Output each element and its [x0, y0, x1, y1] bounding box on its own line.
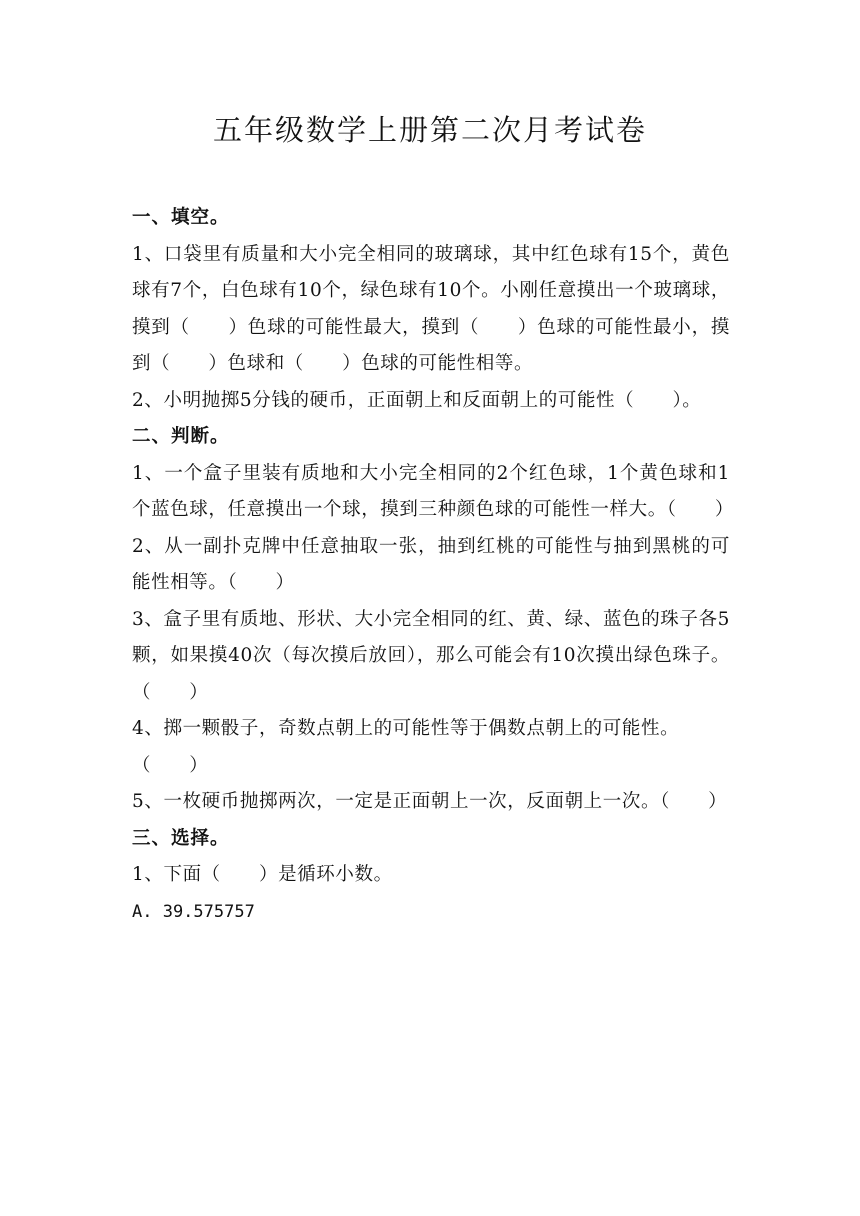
true-false-question-4: 4、掷一颗骰子，奇数点朝上的可能性等于偶数点朝上的可能性。（ ） [132, 718, 680, 776]
true-false-question-5: 5、一枚硬币抛掷两次，一定是正面朝上一次，反面朝上一次。（ ） [132, 791, 728, 812]
fill-blank-question-1: 1、口袋里有质量和大小完全相同的玻璃球，其中红色球有15个，黄色球有7个，白色球有10个，绿色球有10个。小刚任意摸出一个玻璃球，摸到（ ）色球的可能性最大，摸到（ ）色球的可能性最小，摸到（ ）色球和（ ）色球的可能性相等。 [132, 243, 730, 374]
document-title: 五年级数学上册第二次月考试卷 [212, 113, 647, 147]
true-false-question-3: 3、盒子里有质地、形状、大小完全相同的红、黄、绿、蓝色的珠子各5颗，如果摸40次（每次摸后放回），那么可能会有10次摸出绿色珠子。（ ） [132, 608, 730, 703]
section-heading-multiple-choice: 三、选择。 [132, 827, 230, 849]
multiple-choice-question-1: 1、下面（ ）是循环小数。 [132, 864, 393, 885]
document-body [132, 200, 734, 930]
true-false-question-2: 2、从一副扑克牌中任意抽取一张，抽到红桃的可能性与抽到黑桃的可能性相等。（ ） [132, 535, 730, 593]
fill-blank-question-2: 2、小明抛掷5分钱的硬币，正面朝上和反面朝上的可能性（ ）。 [132, 389, 702, 411]
true-false-question-1: 1、一个盒子里装有质地和大小完全相同的2个红色球，1个黄色球和1个蓝色球，任意摸出一个球，摸到三种颜色球的可能性一样大。（ ） [132, 462, 734, 520]
multiple-choice-option-a: A. 39.575757 [132, 901, 255, 922]
section-heading-fill-blank: 一、填空。 [132, 207, 230, 228]
section-heading-true-false: 二、判断。 [132, 426, 230, 447]
